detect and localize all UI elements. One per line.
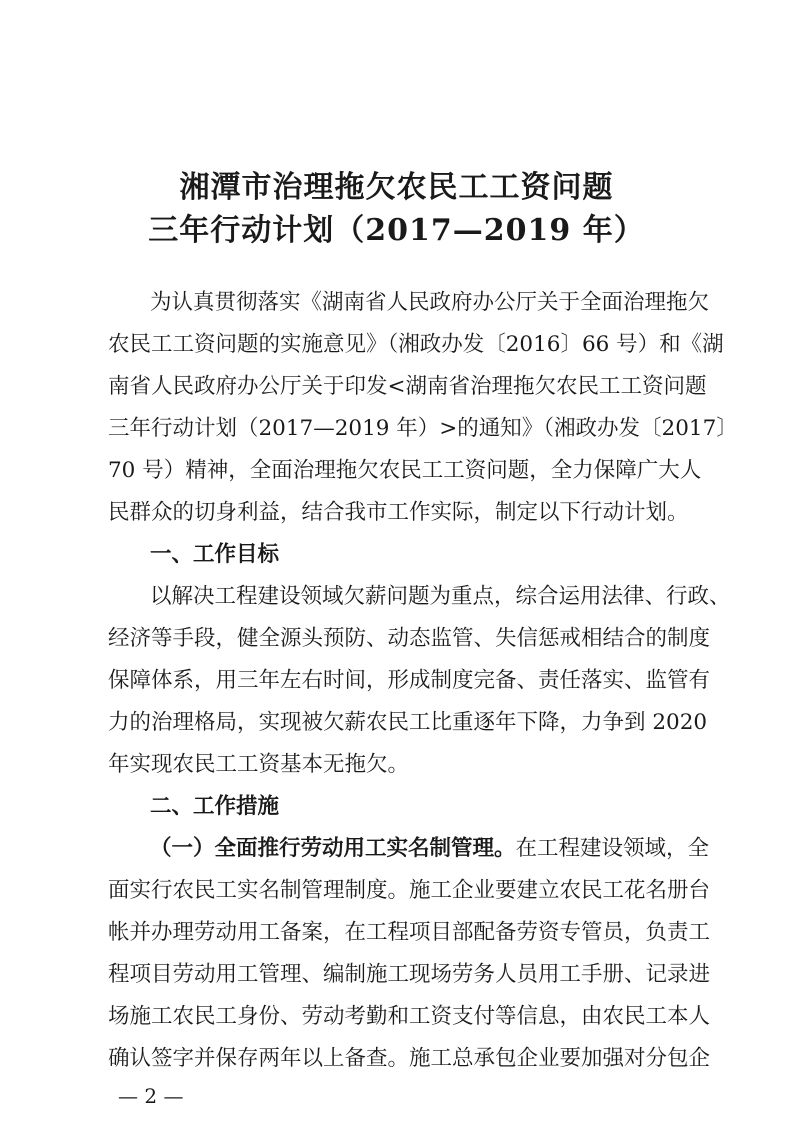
intro-paragraph-line: 民群众的切身利益，结合我市工作实际，制定以下行动计划。: [108, 500, 689, 525]
section1-line: 年实现农民工工资基本无拖欠。: [108, 752, 410, 777]
section2-line: 场施工农民工身份、劳动考勤和工资支付等信息，由农民工本人: [108, 1004, 711, 1029]
document-title-line-1: 湘潭市治理拖欠农民工工资问题: [179, 170, 614, 205]
section1-line: 经济等手段，健全源头预防、动态监管、失信惩戒相结合的制度: [108, 626, 711, 651]
section1-line: 力的治理格局，实现被欠薪农民工比重逐年下降，力争到 2020: [108, 710, 708, 735]
subheading-real-name-management: （一）全面推行劳动用工实名制管理。: [150, 836, 516, 861]
section1-line: 保障体系，用三年左右时间，形成制度完备、责任落实、监管有: [108, 668, 711, 693]
section2-line: 确认签字并保存两年以上备查。施工总承包企业要加强对分包企: [108, 1046, 711, 1071]
intro-paragraph-line: 为认真贯彻落实《湖南省人民政府办公厅关于全面治理拖欠: [150, 290, 710, 315]
intro-paragraph-line: 70 号）精神，全面治理拖欠农民工工资问题，全力保障广大人: [108, 458, 702, 483]
intro-paragraph-line: 三年行动计划（2017—2019 年）>的通知》（湘政办发〔2017〕: [108, 416, 738, 441]
intro-paragraph-line: 农民工工资问题的实施意见》（湘政办发〔2016〕66 号）和《湖: [108, 332, 724, 357]
section1-line: 以解决工程建设领域欠薪问题为重点，综合运用法律、行政、: [150, 584, 731, 609]
section2-line: 帐并办理劳动用工备案，在工程项目部配备劳资专管员，负责工: [108, 920, 711, 945]
section2-first-line-rest: 在工程建设领域，全: [515, 836, 710, 861]
document-title-line-2: 三年行动计划（2017—2019 年）: [148, 213, 645, 248]
section-heading-goals: 一、工作目标: [150, 542, 280, 567]
intro-paragraph-line: 南省人民政府办公厅关于印发<湖南省治理拖欠农民工工资问题: [108, 374, 707, 399]
section2-first-line: [150, 834, 710, 864]
page-number: — 2 —: [118, 1084, 184, 1108]
section-heading-measures: 二、工作措施: [150, 794, 280, 819]
section2-line: 程项目劳动用工管理、编制施工现场劳务人员用工手册、记录进: [108, 962, 711, 987]
section2-line: 面实行农民工实名制管理制度。施工企业要建立农民工花名册台: [108, 878, 711, 903]
